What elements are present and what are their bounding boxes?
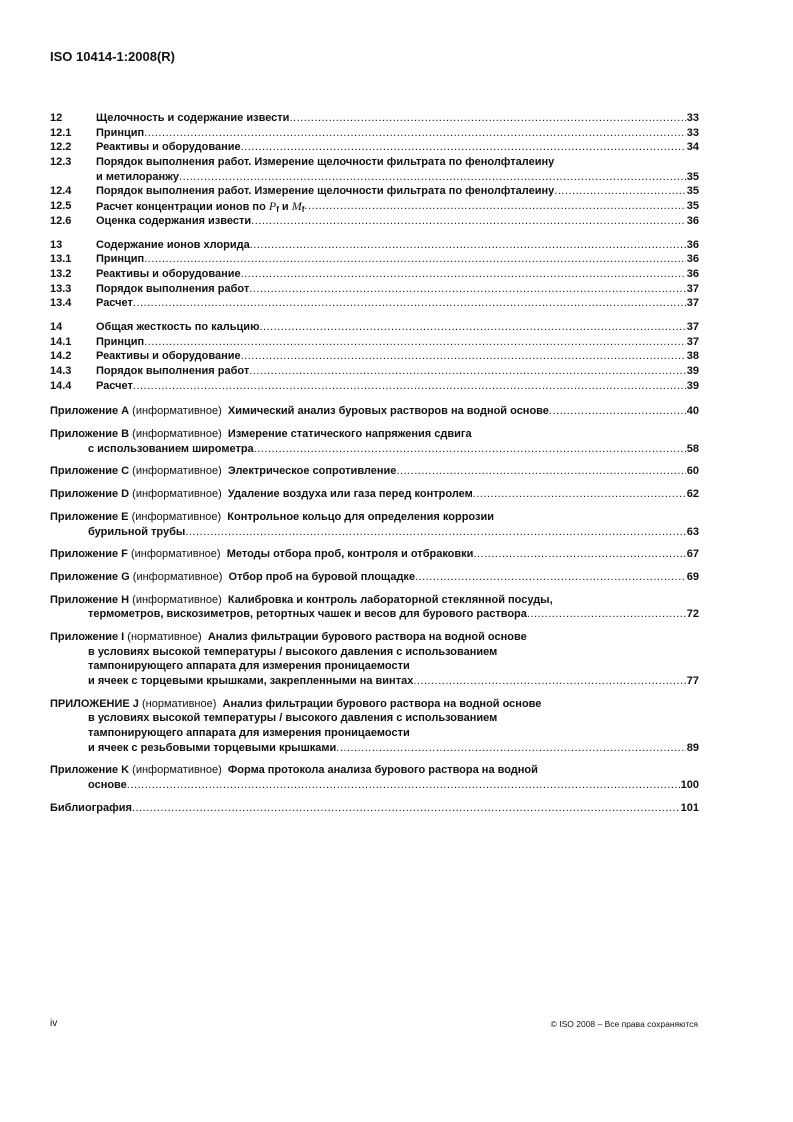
- clause-title: [96, 199, 304, 214]
- title-text: и: [278, 201, 292, 214]
- toc-page-number: 39: [686, 379, 699, 392]
- annex-title: Анализ фильтрации бурового раствора на водной основе: [222, 697, 542, 710]
- clause-number: 13: [50, 238, 63, 251]
- clause-title: [96, 364, 249, 379]
- annex-label: ПРИЛОЖЕНИЕ J: [50, 697, 139, 710]
- toc-entry[interactable]: [50, 379, 699, 394]
- toc-line: [50, 335, 699, 350]
- dot-leader: [241, 267, 686, 282]
- clause-number: 14.1: [50, 335, 72, 348]
- math-variable: M: [291, 199, 302, 214]
- dot-leader: [289, 111, 685, 126]
- annex-label: Приложение K: [50, 764, 130, 777]
- dot-leader: [396, 464, 685, 479]
- annex-kind: (информативное): [132, 570, 223, 583]
- toc-entry[interactable]: [50, 199, 699, 214]
- toc-entry[interactable]: [50, 155, 699, 184]
- dot-leader: [144, 335, 686, 350]
- toc-entry[interactable]: [50, 184, 699, 199]
- toc-section: [50, 238, 699, 311]
- dot-leader: [554, 184, 685, 199]
- toc-page-number: 77: [686, 675, 699, 687]
- toc-page-number: 62: [686, 488, 699, 501]
- toc-entry[interactable]: [50, 214, 699, 229]
- toc-line: [50, 404, 699, 419]
- toc-line: [50, 379, 699, 394]
- toc-line: [50, 184, 699, 199]
- clause-title: [96, 111, 289, 126]
- annex-label: Приложение A: [50, 405, 130, 418]
- toc-line: [50, 126, 699, 141]
- title-text: Порядок выполнения работ: [96, 282, 250, 295]
- toc-annex-entry[interactable]: [50, 697, 699, 756]
- table-of-contents: [50, 111, 699, 816]
- title-text: Щелочность и содержание извести: [96, 112, 290, 124]
- clause-number: 13.3: [50, 282, 72, 295]
- toc-line: [50, 711, 699, 726]
- clause-number: 12: [50, 112, 63, 124]
- document-id-header: ISO 10414-1:2008(R): [50, 49, 176, 64]
- annex-kind: (информативное): [132, 488, 222, 501]
- annex-title: тампонирующего аппарата для измерения проницаемости: [88, 727, 410, 740]
- toc-page-number: 37: [686, 282, 699, 295]
- toc-page-number: 38: [686, 350, 699, 363]
- toc-section: [50, 320, 699, 393]
- annex-title: Электрическое сопротивление: [227, 465, 397, 478]
- clause-title: [96, 267, 241, 282]
- clause-title: [96, 170, 179, 185]
- annex-title: Анализ фильтрации бурового раствора на водной основе: [207, 630, 527, 643]
- toc-line: [50, 170, 699, 185]
- toc-line: [50, 726, 699, 741]
- title-text: Порядок выполнения работ: [96, 365, 250, 377]
- dot-leader: [413, 674, 685, 689]
- clause-title: [96, 184, 554, 199]
- clause-title: [96, 252, 144, 267]
- toc-bibliography-entry[interactable]: [50, 801, 699, 816]
- title-text: Расчет концентрации ионов по: [96, 201, 269, 214]
- toc-line: [50, 593, 699, 608]
- annex-label: Приложение I: [50, 630, 125, 643]
- clause-number: 12.3: [50, 156, 72, 169]
- annex-title: термометров, вискозиметров, ретортных чашек и весов для бурового раствора: [88, 608, 527, 621]
- toc-entry[interactable]: [50, 126, 699, 141]
- toc-line: [50, 111, 699, 126]
- math-subscript: f: [301, 205, 305, 215]
- math-variable: P: [268, 199, 277, 214]
- dot-leader: [133, 379, 686, 394]
- toc-line: [50, 570, 699, 585]
- title-text: Реактивы и оборудование: [96, 267, 241, 280]
- annex-title: Химический анализ буровых растворов на водной основе: [227, 405, 549, 418]
- annex-kind: (информативное): [132, 465, 222, 478]
- toc-page-number: 34: [686, 141, 699, 154]
- annex-title: и ячеек с торцевыми крышками, закрепленными на винтах: [88, 675, 414, 687]
- toc-page-number: 35: [686, 170, 699, 183]
- annex-title: Отбор проб на буровой площадке: [228, 570, 416, 583]
- toc-line: [50, 364, 699, 379]
- toc-page-number: 40: [686, 405, 699, 418]
- title-text: Расчет: [96, 379, 133, 392]
- toc-annex-entry[interactable]: [50, 570, 699, 585]
- clause-title: [96, 140, 241, 155]
- annex-label: Приложение G: [50, 570, 130, 583]
- dot-leader: [133, 296, 686, 311]
- dot-leader: [144, 252, 686, 267]
- annex-label: Приложение F: [50, 548, 128, 561]
- toc-annex-entry[interactable]: [50, 547, 699, 562]
- toc-line: [50, 252, 699, 267]
- toc-annex-entry[interactable]: [50, 404, 699, 419]
- annex-title: Форма протокола анализа бурового раствора на водной: [227, 764, 538, 777]
- clause-number: 13.1: [50, 253, 72, 266]
- toc-annex-entry[interactable]: [50, 593, 699, 622]
- annex-label: Приложение D: [50, 488, 130, 501]
- toc-line: [50, 464, 699, 479]
- toc-line: [50, 140, 699, 155]
- dot-leader: [144, 126, 686, 141]
- clause-number: 12.1: [50, 126, 72, 139]
- toc-page-number: 58: [686, 442, 699, 455]
- toc-line: [50, 320, 699, 335]
- dot-leader: [473, 547, 685, 562]
- toc-line: [50, 282, 699, 297]
- toc-entry[interactable]: [50, 140, 699, 155]
- toc-entry[interactable]: [50, 282, 699, 297]
- toc-page-number: 35: [686, 185, 699, 198]
- math-subscript: f: [276, 205, 279, 215]
- toc-line: [50, 801, 699, 816]
- toc-entry[interactable]: [50, 111, 699, 126]
- clause-title: [96, 238, 250, 253]
- toc-line: [50, 238, 699, 253]
- toc-page-number: 39: [686, 365, 699, 377]
- toc-page-number: 60: [686, 465, 699, 478]
- toc-page-number: 36: [686, 238, 699, 251]
- toc-page-number: 100: [680, 779, 699, 792]
- dot-leader: [473, 487, 686, 502]
- page-number: iv: [50, 1018, 58, 1029]
- annex-kind: (информативное): [132, 764, 222, 777]
- toc-line: [50, 697, 699, 712]
- toc-line: [50, 267, 699, 282]
- annex-kind: (информативное): [130, 548, 221, 561]
- clause-number: 12.5: [50, 200, 72, 213]
- dot-leader: [549, 404, 686, 419]
- annex-kind: (информативное): [132, 405, 222, 418]
- annex-kind: (информативное): [132, 428, 222, 441]
- dot-leader: [179, 170, 686, 185]
- toc-line: [50, 630, 699, 645]
- dot-leader: [241, 140, 686, 155]
- title-text: и метилоранжу: [96, 170, 180, 183]
- title-text: Общая жесткость по кальцию: [96, 320, 260, 333]
- annex-title: тампонирующего аппарата для измерения проницаемости: [88, 660, 410, 673]
- toc-entry[interactable]: [50, 296, 699, 311]
- toc-page-number: 33: [686, 112, 699, 124]
- clause-number: 13.4: [50, 297, 72, 310]
- title-text: Расчет: [96, 297, 133, 310]
- dot-leader: [259, 320, 685, 335]
- toc-entry[interactable]: [50, 238, 699, 253]
- toc-line: [50, 155, 699, 170]
- annex-kind: (информативное): [132, 593, 222, 606]
- annex-title: Калибровка и контроль лабораторной стеклянной посуды,: [227, 593, 553, 606]
- title-text: Реактивы и оборудование: [96, 350, 241, 363]
- toc-page-number: 37: [686, 335, 699, 348]
- annex-label: Приложение B: [50, 428, 130, 441]
- toc-line: [50, 442, 699, 457]
- dot-leader: [336, 741, 685, 756]
- annex-title: Методы отбора проб, контроля и отбраковки: [226, 548, 474, 561]
- annex-label: Приложение C: [50, 465, 130, 478]
- annex-label: Приложение E: [50, 510, 129, 523]
- annex-title: Удаление воздуха или газа перед контролем: [227, 488, 473, 501]
- toc-annex-entry[interactable]: [50, 763, 699, 792]
- toc-entry[interactable]: [50, 252, 699, 267]
- toc-line: [50, 199, 699, 214]
- toc-line: [50, 741, 699, 756]
- clause-title: [96, 155, 554, 170]
- toc-page-number: 101: [680, 801, 699, 814]
- toc-page-number: 67: [686, 548, 699, 561]
- toc-page-number: 72: [686, 608, 699, 621]
- toc-line: [50, 645, 699, 660]
- toc-entry[interactable]: [50, 364, 699, 379]
- clause-number: 12.6: [50, 214, 72, 227]
- toc-line: [50, 763, 699, 778]
- clause-title: [96, 214, 251, 229]
- dot-leader: [415, 570, 686, 585]
- dot-leader: [251, 214, 686, 229]
- dot-leader: [132, 801, 680, 816]
- toc-line: [50, 349, 699, 364]
- toc-line: [50, 296, 699, 311]
- annex-title: Измерение статического напряжения сдвига: [227, 428, 472, 441]
- clause-title: [96, 126, 144, 141]
- toc-line: [50, 427, 699, 442]
- toc-annex-entry[interactable]: [50, 630, 699, 689]
- toc-page-number: 35: [686, 200, 699, 213]
- clause-number: 12.2: [50, 141, 72, 154]
- annex-title: в условиях высокой температуры / высокого давления с использованием: [88, 712, 498, 725]
- dot-leader: [127, 778, 680, 793]
- title-text: Оценка содержания извести: [96, 214, 252, 227]
- title-text: Принцип: [96, 253, 145, 266]
- toc-line: [50, 487, 699, 502]
- toc-page-number: 69: [686, 570, 699, 583]
- toc-line: [50, 778, 699, 793]
- clause-number: 14.2: [50, 350, 72, 363]
- dot-leader: [250, 238, 686, 253]
- annex-kind: (нормативное): [141, 697, 217, 710]
- dot-leader: [249, 282, 686, 297]
- toc-page-number: 33: [686, 126, 699, 139]
- clause-title: [96, 320, 259, 335]
- dot-leader: [249, 364, 686, 379]
- toc-line: [50, 659, 699, 674]
- dot-leader: [254, 442, 686, 457]
- title-text: Реактивы и оборудование: [96, 141, 241, 154]
- toc-page-number: 36: [686, 267, 699, 280]
- toc-line: [50, 214, 699, 229]
- annex-title: с использованием широметра: [88, 442, 254, 455]
- clause-title: [96, 349, 241, 364]
- dot-leader: [185, 525, 685, 540]
- bibliography-label: Библиография: [50, 801, 132, 814]
- toc-line: [50, 525, 699, 540]
- toc-entry[interactable]: [50, 320, 699, 335]
- annex-title: в условиях высокой температуры / высокого давления с использованием: [88, 645, 498, 658]
- dot-leader: [241, 349, 686, 364]
- toc-page-number: 37: [686, 297, 699, 310]
- annex-kind: (информативное): [131, 510, 222, 523]
- toc-line: [50, 510, 699, 525]
- toc-page-number: 63: [686, 525, 699, 538]
- toc-annex-entry[interactable]: [50, 464, 699, 479]
- clause-number: 14.3: [50, 365, 72, 377]
- annex-title: основе: [88, 779, 127, 792]
- clause-title: [96, 282, 249, 297]
- toc-page-number: 36: [686, 253, 699, 266]
- toc-page-number: 36: [686, 214, 699, 227]
- title-text: Порядок выполнения работ. Измерение щелочности фильтрата по фенолфталеину: [96, 156, 555, 169]
- clause-number: 14: [50, 320, 63, 333]
- dot-leader: [301, 199, 685, 215]
- toc-annex-entry[interactable]: [50, 487, 699, 502]
- title-text: Порядок выполнения работ. Измерение щелочности фильтрата по фенолфталеину: [96, 185, 555, 198]
- toc-entry[interactable]: [50, 349, 699, 364]
- annex-title: бурильной трубы: [88, 525, 186, 538]
- toc-line: [50, 674, 699, 689]
- annex-title: и ячеек с резьбовыми торцевыми крышками: [88, 741, 337, 754]
- clause-number: 13.2: [50, 267, 72, 280]
- dot-leader: [527, 607, 686, 622]
- toc-line: [50, 547, 699, 562]
- annex-kind: (нормативное): [127, 630, 202, 643]
- annex-label: Приложение H: [50, 593, 130, 606]
- toc-line: [50, 607, 699, 622]
- title-text: Принцип: [96, 126, 145, 139]
- toc-entry[interactable]: [50, 267, 699, 282]
- toc-annex-entry[interactable]: [50, 427, 699, 456]
- clause-number: 12.4: [50, 185, 72, 198]
- toc-annex-entry[interactable]: [50, 510, 699, 539]
- toc-page-number: 37: [686, 320, 699, 333]
- copyright-notice: © ISO 2008 – Все права сохраняются: [550, 1019, 698, 1029]
- annex-title: Контрольное кольцо для определения коррозии: [227, 510, 494, 523]
- toc-section: [50, 111, 699, 229]
- toc-page-number: 89: [686, 741, 699, 754]
- clause-number: 14.4: [50, 379, 72, 392]
- toc-entry[interactable]: [50, 335, 699, 350]
- title-text: Принцип: [96, 335, 145, 348]
- clause-title: [96, 379, 133, 394]
- clause-title: [96, 335, 144, 350]
- title-text: Содержание ионов хлорида: [96, 238, 250, 251]
- clause-title: [96, 296, 133, 311]
